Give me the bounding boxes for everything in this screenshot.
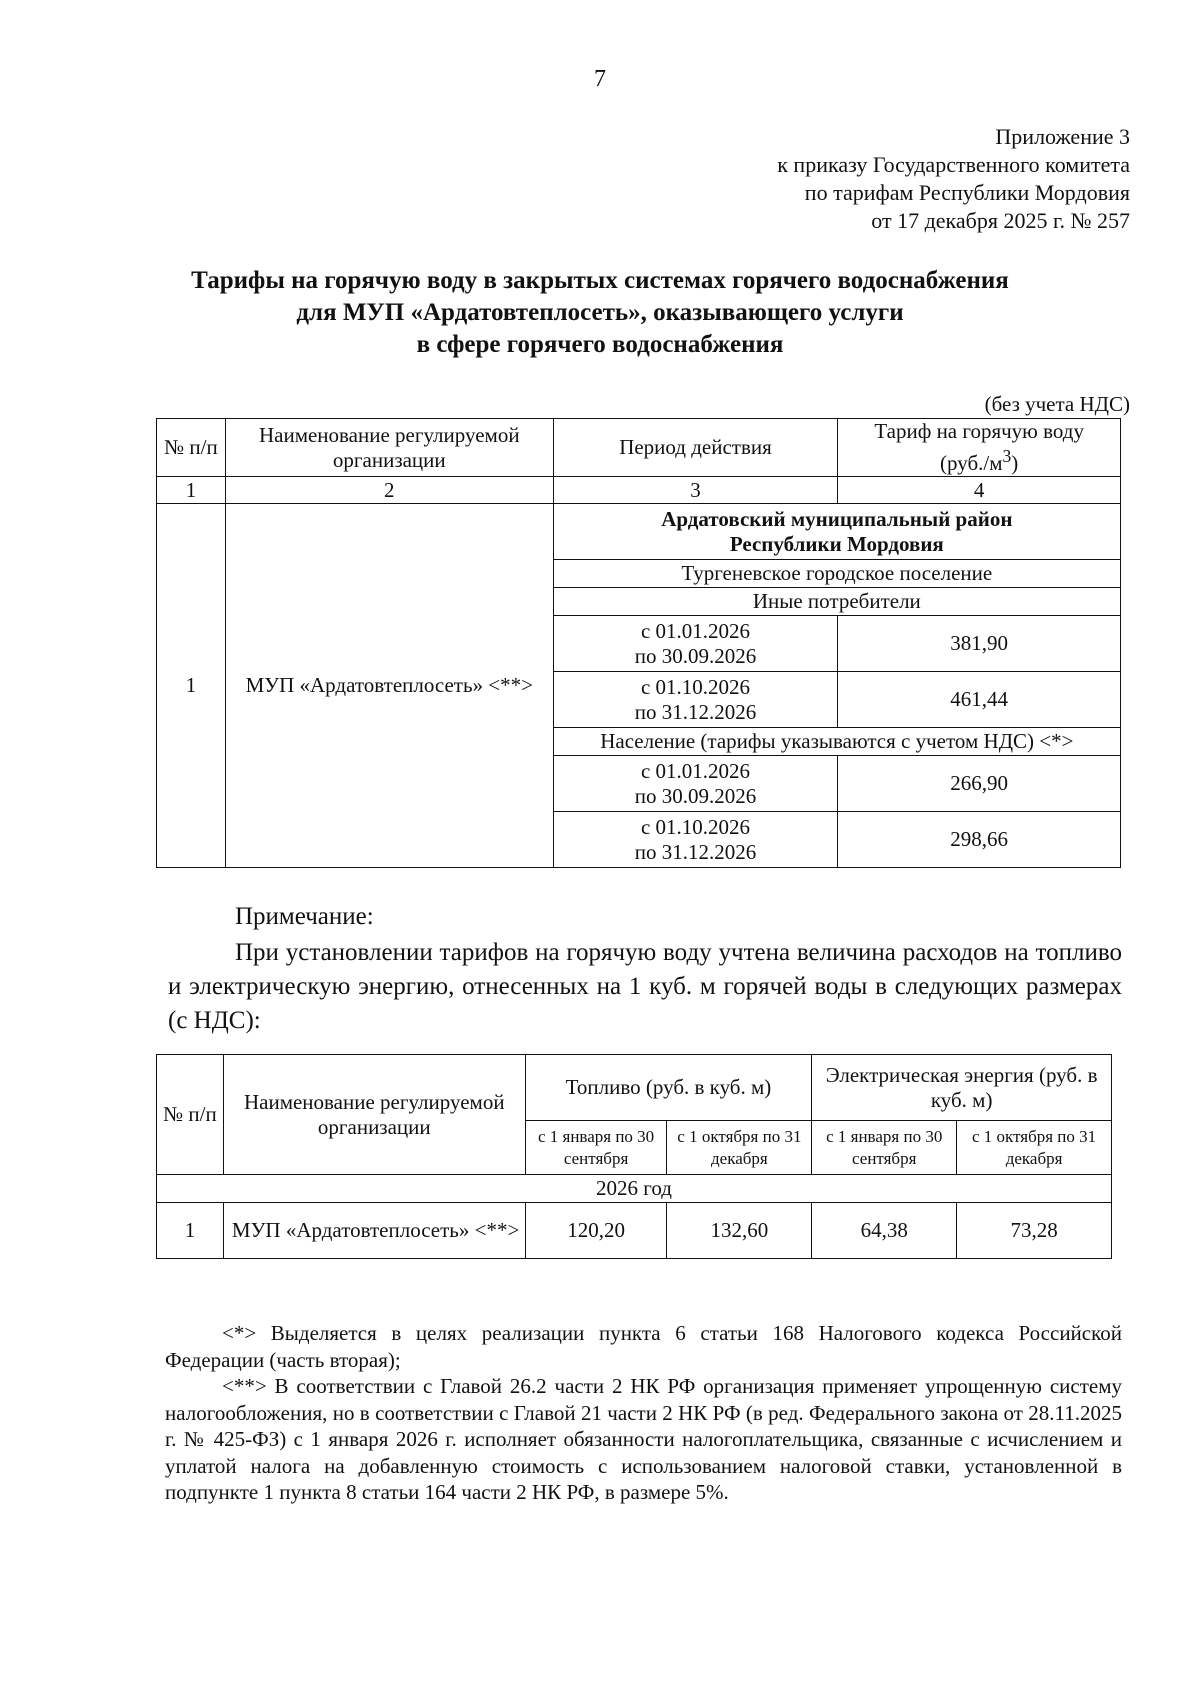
cost-header-row xyxy=(157,1055,1112,1121)
period-cell: с 01.10.2026 по 31.12.2026 xyxy=(553,672,838,728)
footnotes xyxy=(165,1320,1122,1506)
fuel-cost-period-2: 132,60 xyxy=(667,1203,812,1259)
tariff-value: 298,66 xyxy=(838,812,1121,868)
tariff-table xyxy=(156,418,1121,868)
note-text: При установлении тарифов на горячую воду учтена величина расходов на топливо и электрическую энергию, отнесенных на 1 куб. м горячей воды в следующих размерах (с НДС): xyxy=(168,939,1122,1034)
document-title xyxy=(100,265,1100,361)
appendix-line-1: Приложение 3 xyxy=(995,124,1130,149)
period-cell: с 01.01.2026 по 30.09.2026 xyxy=(553,756,838,812)
page-number: 7 xyxy=(594,66,606,92)
column-number: 1 xyxy=(157,477,226,504)
title-line-3: в сфере горячего водоснабжения xyxy=(416,331,784,358)
header-period: Период действия xyxy=(553,419,838,477)
tariff-value: 461,44 xyxy=(838,672,1121,728)
column-number: 3 xyxy=(553,477,838,504)
header-electricity-period-2: с 1 октября по 31 декабря xyxy=(957,1121,1112,1175)
period-cell: с 01.01.2026 по 30.09.2026 xyxy=(553,616,838,672)
footnote-2: <**> В соответствии с Главой 26.2 части 2 НК РФ организация применяет упрощенную систему налогообложения, но в соответствии с Главой 21 части 2 НК РФ (в ред. Федерального закона от 28.11.2025 г. № 425-ФЗ) с 1 января 2026 г. исполняет обязанности налогоплательщика, связанные с исчислением и уплатой налога на добавленную стоимость с использованием налоговой ставки, установленной в подпункте 1 пункта 8 статьи 164 части 2 НК РФ, в размере 5%. xyxy=(165,1374,1122,1504)
district-row xyxy=(157,504,1121,560)
tariff-value: 266,90 xyxy=(838,756,1121,812)
header-num: № п/п xyxy=(157,1055,224,1175)
note-heading: Примечание: xyxy=(235,903,374,930)
footnote-1: <*> Выделяется в целях реализации пункта 6 статьи 168 Налогового кодекса Российской Федерации (часть вторая); xyxy=(165,1321,1122,1372)
tariff-value: 381,90 xyxy=(838,616,1121,672)
organization-name: МУП «Ардатовтеплосеть» <**> xyxy=(223,1203,525,1259)
year-label: 2026 год xyxy=(157,1175,1112,1203)
row-number: 1 xyxy=(157,1203,224,1259)
header-electricity-period-1: с 1 января по 30 сентября xyxy=(812,1121,957,1175)
column-number-row xyxy=(157,477,1121,504)
column-number: 2 xyxy=(225,477,553,504)
header-electricity: Электрическая энергия (руб. в куб. м) xyxy=(812,1055,1112,1121)
settlement-name: Тургеневское городское поселение xyxy=(553,560,1120,588)
header-num: № п/п xyxy=(157,419,226,477)
electricity-cost-period-2: 73,28 xyxy=(957,1203,1112,1259)
district-name: Ардатовский муниципальный район Республики Мордовия xyxy=(553,504,1120,560)
period-cell: с 01.10.2026 по 31.12.2026 xyxy=(553,812,838,868)
header-org: Наименование регулируемой организации xyxy=(225,419,553,477)
appendix-line-2: к приказу Государственного комитета xyxy=(777,152,1130,177)
header-fuel-period-2: с 1 октября по 31 декабря xyxy=(667,1121,812,1175)
tariff-header-row xyxy=(157,419,1121,477)
header-tariff: Тариф на горячую воду $(руб./м^3)$ xyxy=(838,419,1121,477)
group-population: Население (тарифы указываются с учетом НДС) <*> xyxy=(553,728,1120,756)
electricity-cost-period-1: 64,38 xyxy=(812,1203,957,1259)
vat-note: (без учета НДС) xyxy=(984,392,1130,416)
row-number: 1 xyxy=(157,504,226,868)
appendix-line-4: от 17 декабря 2025 г. № 257 xyxy=(871,208,1130,233)
header-fuel-period-1: с 1 января по 30 сентября xyxy=(525,1121,667,1175)
title-line-2: для МУП «Ардатовтеплосеть», оказывающего услуги xyxy=(296,299,904,326)
title-line-1: Тарифы на горячую воду в закрытых системах горячего водоснабжения xyxy=(191,267,1009,294)
header-fuel: Топливо (руб. в куб. м) xyxy=(525,1055,812,1121)
organization-name: МУП «Ардатовтеплосеть» <**> xyxy=(225,504,553,868)
appendix-reference xyxy=(777,123,1130,235)
header-org: Наименование регулируемой организации xyxy=(223,1055,525,1175)
column-number: 4 xyxy=(838,477,1121,504)
cost-table xyxy=(156,1054,1112,1259)
table-row xyxy=(157,1203,1112,1259)
fuel-cost-period-1: 120,20 xyxy=(525,1203,667,1259)
year-row xyxy=(157,1175,1112,1203)
group-other-consumers: Иные потребители xyxy=(553,588,1120,616)
appendix-line-3: по тарифам Республики Мордовия xyxy=(804,180,1130,205)
